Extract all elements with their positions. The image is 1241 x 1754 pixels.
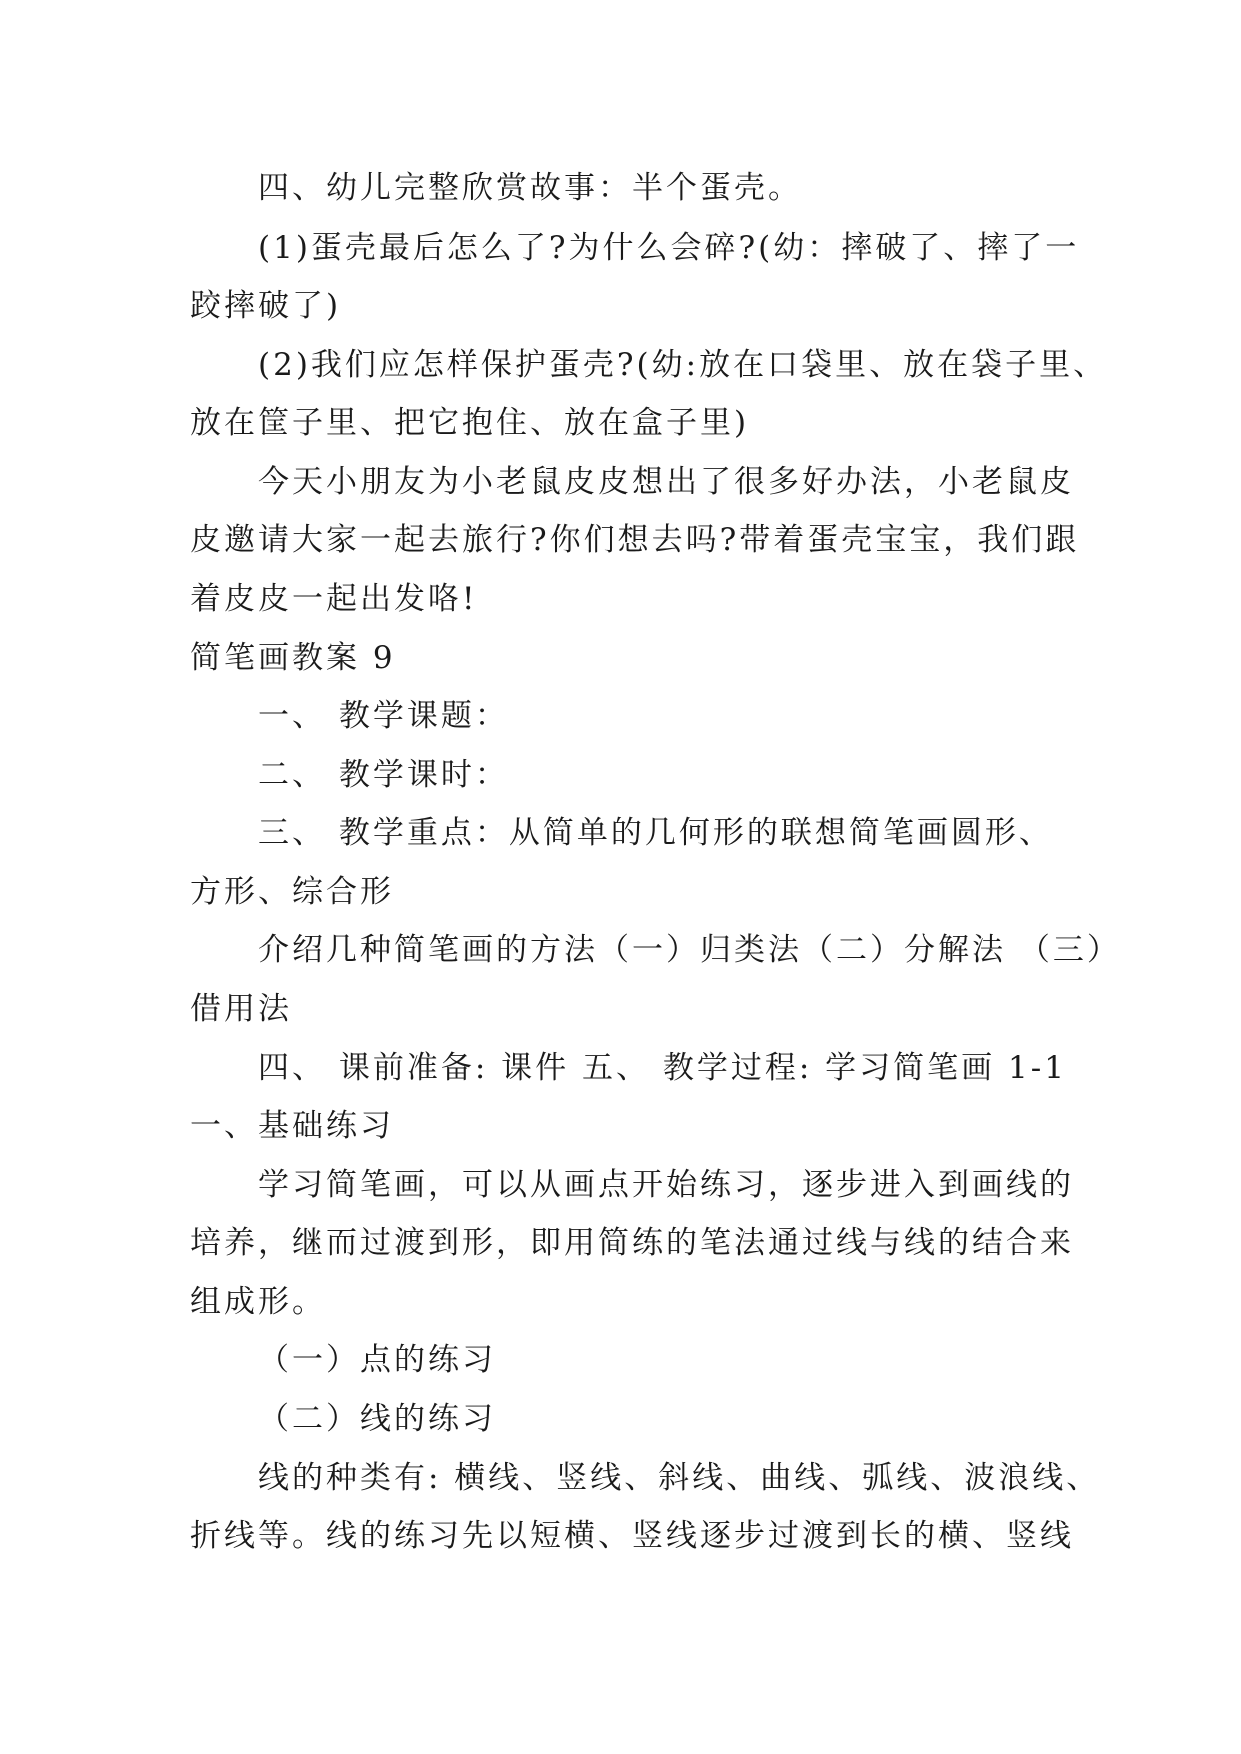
text-line: 皮邀请大家一起去旅行?你们想去吗?带着蛋壳宝宝，我们跟 [190, 522, 1080, 558]
text-line: 三、 教学重点：从简单的几何形的联想简笔画圆形、 [258, 815, 1053, 851]
text-line: 四、幼儿完整欣赏故事：半个蛋壳。 [258, 170, 802, 206]
text-line: 着皮皮一起出发咯! [190, 581, 478, 617]
text-line: 跤摔破了) [190, 288, 342, 324]
text-line: (2)我们应怎样保护蛋壳?(幼:放在口袋里、放在袋子里、 [258, 347, 1108, 383]
text-line: (1)蛋壳最后怎么了?为什么会碎?(幼：摔破了、摔了一 [258, 230, 1080, 266]
text-line: 学习简笔画，可以从画点开始练习，逐步进入到画线的 [258, 1167, 1074, 1203]
text-line: 折线等。线的练习先以短横、竖线逐步过渡到长的横、竖线 [190, 1518, 1074, 1554]
text-line: 借用法 [190, 991, 292, 1027]
text-line: 方形、综合形 [190, 874, 394, 910]
text-line: 一、基础练习 [190, 1108, 394, 1144]
text-line: 组成形。 [190, 1284, 326, 1320]
text-line: 四、 课前准备: 课件 五、 教学过程: 学习简笔画 1-1 [258, 1050, 1067, 1086]
text-line: 培养，继而过渡到形，即用简练的笔法通过线与线的结合来 [190, 1225, 1074, 1261]
text-line: 放在筐子里、把它抱住、放在盒子里) [190, 405, 750, 441]
text-line: 介绍几种简笔画的方法（一）归类法（二）分解法 （三） [258, 932, 1121, 968]
text-line: （一）点的练习 [258, 1342, 496, 1378]
text-line: 二、 教学课时： [258, 757, 509, 793]
text-line: 一、 教学课题： [258, 698, 509, 734]
text-line: 线的种类有: 横线、竖线、斜线、曲线、弧线、波浪线、 [258, 1460, 1101, 1496]
section-heading: 简笔画教案 9 [190, 640, 396, 676]
text-line: 今天小朋友为小老鼠皮皮想出了很多好办法，小老鼠皮 [258, 464, 1074, 500]
text-line: （二）线的练习 [258, 1401, 496, 1437]
